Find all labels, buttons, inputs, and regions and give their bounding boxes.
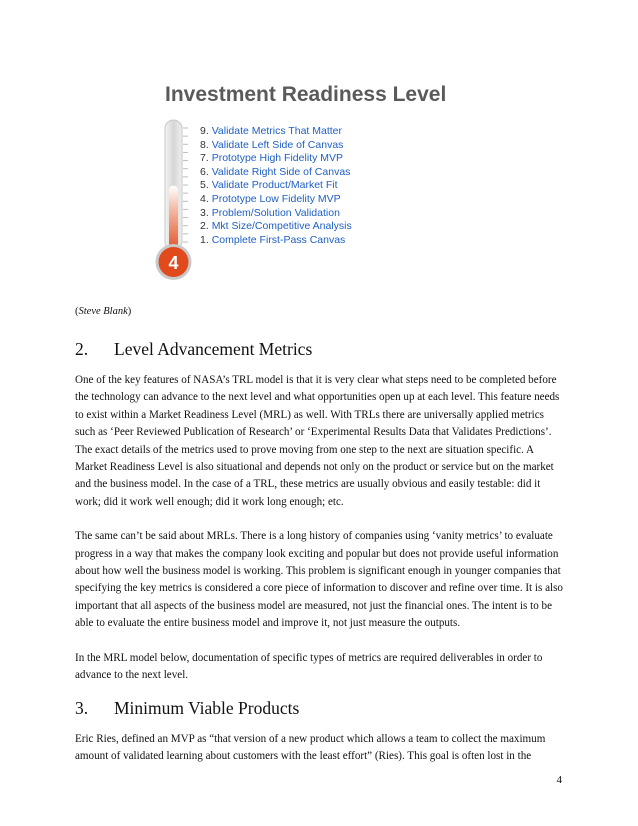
current-level-number: 4 (168, 253, 179, 273)
level-label: Complete First-Pass Canvas (211, 233, 346, 246)
level-item-7: 7. Prototype High Fidelity MVP (200, 152, 343, 165)
level-list (200, 125, 352, 247)
thermometer-ticks (183, 128, 188, 242)
level-item-4: 4. Prototype Low Fidelity MVP (200, 192, 341, 205)
level-item-6: 6. Validate Right Side of Canvas (200, 165, 351, 178)
section-heading-mvp: 3. Minimum Viable Products (75, 697, 300, 718)
level-item-3: 3. Problem/Solution Validation (200, 206, 340, 219)
level-label: Validate Right Side of Canvas (211, 165, 351, 178)
caption-author: Steve Blank (78, 306, 128, 317)
level-label: Problem/Solution Validation (211, 206, 340, 219)
section-heading-level-advancement: 2. Level Advancement Metrics (75, 339, 313, 359)
document-body (75, 336, 565, 765)
level-label: Mkt Size/Competitive Analysis (211, 220, 352, 233)
level-item-9: 9. Validate Metrics That Matter (200, 125, 343, 137)
level-label: Validate Metrics That Matter (211, 125, 343, 137)
thermometer-fill (169, 186, 178, 254)
level-label: Prototype Low Fidelity MVP (211, 192, 341, 205)
figure-caption: (Steve Blank) (75, 306, 132, 317)
level-item-2: 2. Mkt Size/Competitive Analysis (200, 220, 352, 233)
level-label: Validate Left Side of Canvas (211, 138, 344, 151)
thermometer-graphic (148, 118, 208, 288)
figure-title: Investment Readiness Level (165, 83, 447, 106)
level-label: Prototype High Fidelity MVP (211, 152, 343, 165)
level-label: Validate Product/Market Fit (211, 179, 338, 192)
page-number: 4 (556, 774, 562, 786)
irl-figure (0, 0, 638, 300)
level-item-5: 5. Validate Product/Market Fit (200, 179, 338, 192)
paragraph: The same can’t be said about MRLs. There is a long history of companies using ‘vanity metrics’ to evaluate progress in a way that makes the company look exciting and popular but does not provide useful information about how well the business model is working. This problem is significant enough in younger companies that specifying the key metrics is considered a core piece of information to discover and refine over time. It is also important that all aspects of the business model are measured, not just the financial ones. The intent is to be able to evaluate the entire business model and improve it, not just measure the outputs. (75, 530, 563, 630)
paragraph: One of the key features of NASA’s TRL model is that it is very clear what steps need to be completed before the technology can advance to the next level and what opportunities open up at each level. This feature needs to exist within a Market Readiness Level (MRL) as well. With TRLs there are universally applied metrics such as ‘Peer Reviewed Publication of Research’ or ‘Experimental Results Data that Validates Predictions’. The exact details of the metrics used to prove moving from one step to the next are situation specific. A Market Readiness Level is also situational and depends not only on the product or service but on the market and the business model. In the case of a TRL, these metrics are usually obvious and easily testable: did it work; did it work well enough; did it work long enough; etc. (75, 374, 560, 508)
level-item-1: 1. Complete First-Pass Canvas (200, 233, 346, 246)
level-item-8: 8. Validate Left Side of Canvas (200, 138, 344, 151)
paragraph: Eric Ries, defined an MVP as “that version of a new product which allows a team to collect the maximum amount of validated learning about customers with the least effort” (Ries). This goal is often lost in the (75, 732, 546, 762)
paragraph: In the MRL model below, documentation of specific types of metrics are required deliverables in order to advance to the next level. (75, 651, 543, 682)
